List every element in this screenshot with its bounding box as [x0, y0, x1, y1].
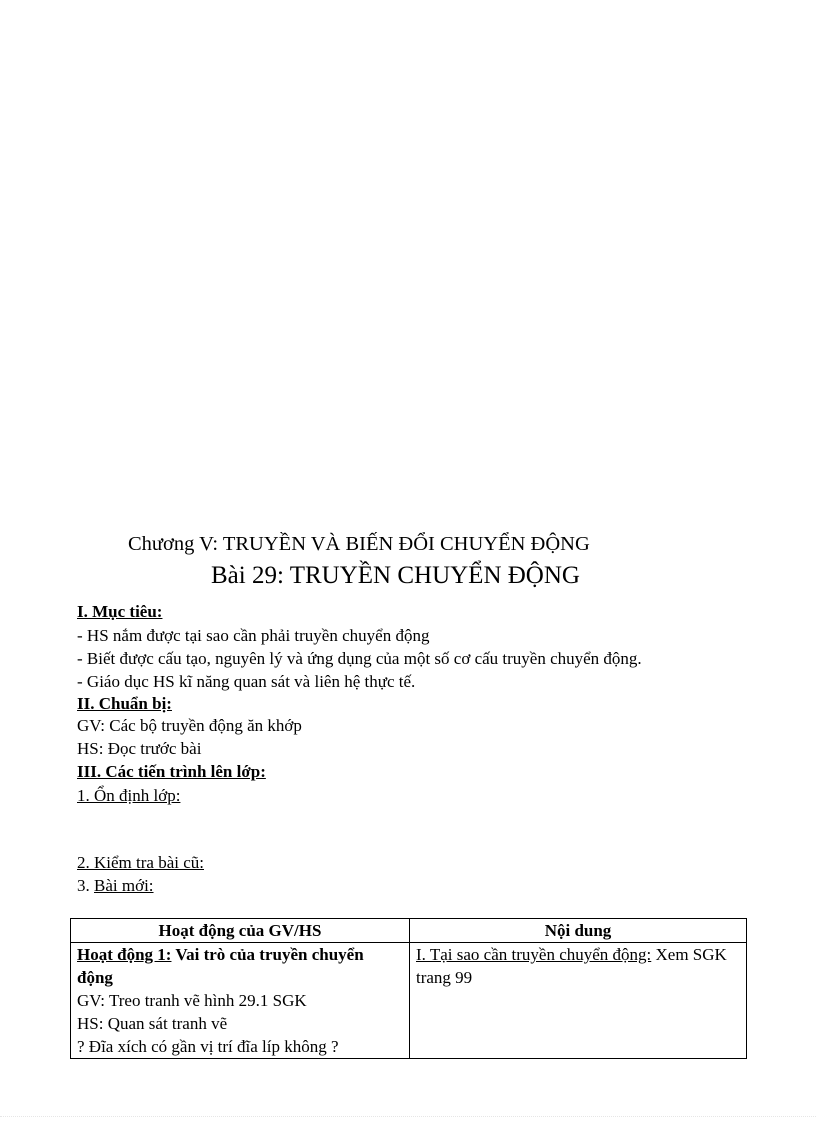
- content-text: Xem SGK trang 99: [416, 945, 727, 987]
- activity-line: HS: Quan sát tranh vẽ: [77, 1014, 228, 1033]
- objective-item: - HS nắm được tại sao cần phải truyền chuyển động: [77, 626, 430, 645]
- preparation-item-teacher: GV: Các bộ truyền động ăn khớp: [77, 716, 302, 735]
- activity-line: ? Đĩa xích có gần vị trí đĩa líp không ?: [77, 1037, 339, 1056]
- page-bottom-divider: [0, 1116, 816, 1117]
- section-objectives-heading: I. Mục tiêu:: [77, 602, 163, 621]
- procedure-step-3: 3. Bài mới:: [77, 876, 154, 895]
- activity-title: Hoạt động 1: Vai trò của truyền chuyển động: [77, 945, 364, 987]
- activity-cell: [71, 943, 410, 1059]
- table-row: [71, 943, 747, 1059]
- activity-line: GV: Treo tranh vẽ hình 29.1 SGK: [77, 991, 307, 1010]
- section-procedure-heading: III. Các tiến trình lên lớp:: [77, 762, 266, 781]
- objective-item: - Giáo dục HS kĩ năng quan sát và liên hệ thực tế.: [77, 672, 416, 691]
- procedure-step-2: 2. Kiểm tra bài cũ:: [77, 853, 204, 872]
- section-preparation-heading: II. Chuẩn bị:: [77, 694, 172, 713]
- table-header-content: Nội dung: [410, 919, 747, 943]
- content-cell: [410, 943, 747, 1059]
- preparation-item-student: HS: Đọc trước bài: [77, 739, 202, 758]
- chapter-title: Chương V: TRUYỀN VÀ BIẾN ĐỔI CHUYỂN ĐỘNG: [128, 533, 590, 555]
- table-header-row: [71, 919, 747, 943]
- lesson-plan-table: [70, 918, 747, 1059]
- procedure-step-1: 1. Ổn định lớp:: [77, 786, 181, 805]
- table-header-activities: Hoạt động của GV/HS: [71, 919, 410, 943]
- lesson-title: Bài 29: TRUYỀN CHUYỂN ĐỘNG: [211, 562, 580, 589]
- content-heading: I. Tại sao cần truyền chuyển động:: [416, 945, 652, 964]
- objective-item: - Biết được cấu tạo, nguyên lý và ứng dụng của một số cơ cấu truyền chuyển động.: [77, 649, 642, 668]
